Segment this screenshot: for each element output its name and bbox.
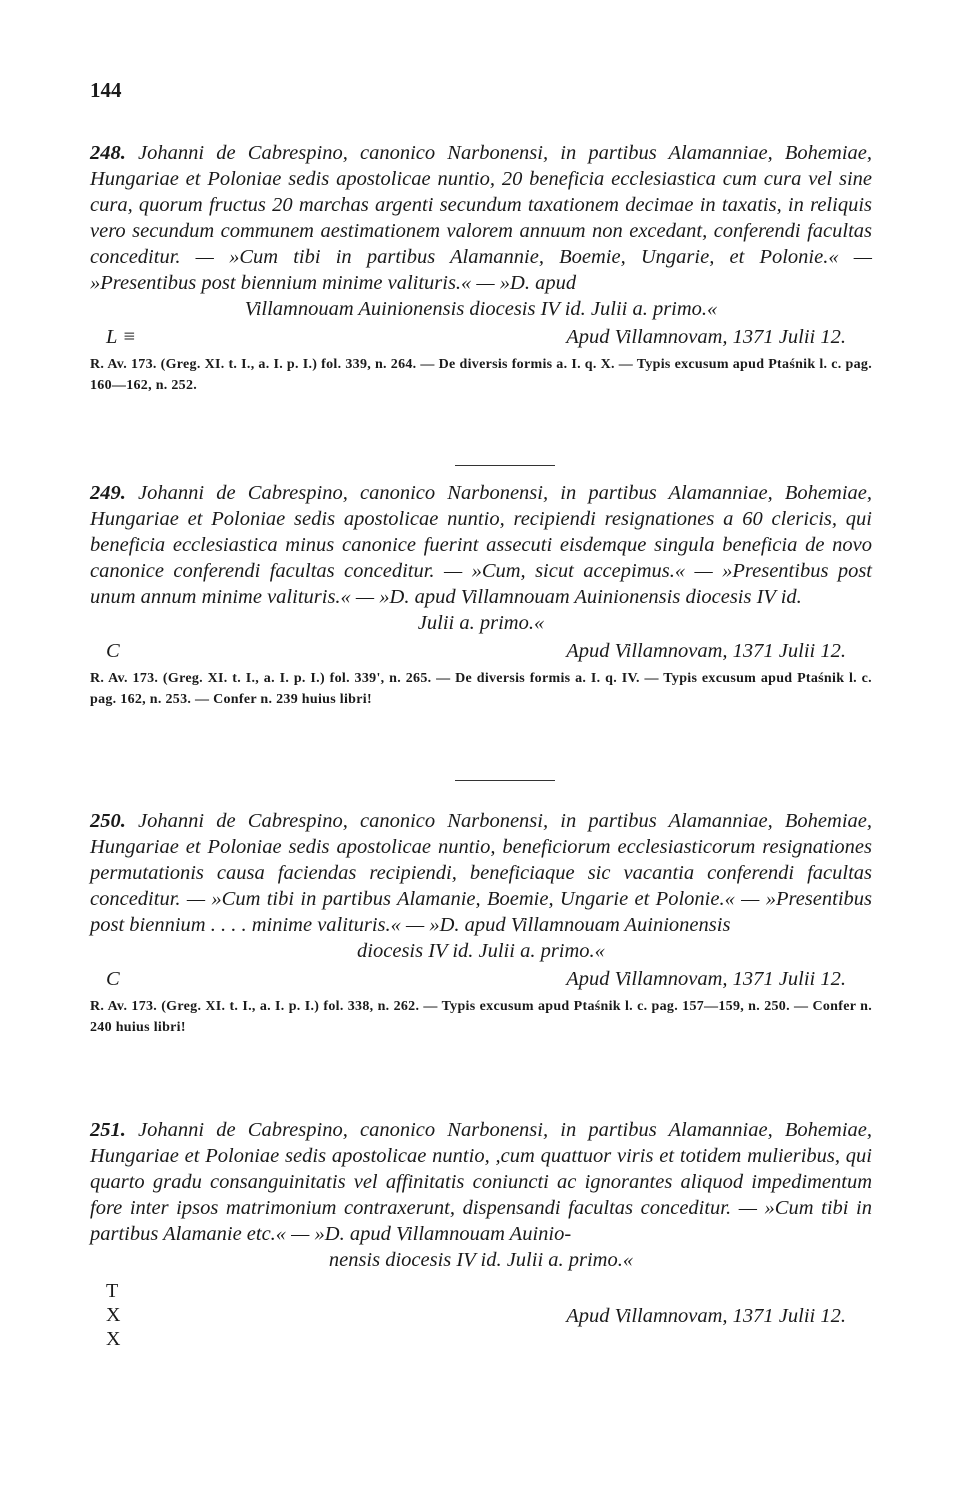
entry-date: Apud Villamnovam, 1371 Julii 12. [566,968,846,990]
register-mark: X [106,1304,121,1326]
date-row [90,1275,872,1359]
document-entry [90,808,872,1038]
entry-date: Apud Villamnovam, 1371 Julii 12. [566,640,846,662]
entry-center-line: diocesis IV id. Julii a. primo.« [357,940,605,962]
entry-text: Johanni de Cabrespino, canonico Narbonensi, in partibus Alamanniae, Bohemiae, Hungariae et Poloniae sedis apostolicae nuntio, beneficiorum ecclesiasticorum resignationes permutationis causa faciendas recipiendi, beneficiaque sic vacantia conferendi facultas conceditur. — »Cum tibi in partibus Alamanie, Boemie, Ungarie et Polonie.« — »Presentibus post biennium . . . . minime valituris.« — »D. apud Villamnouam Auinionensis [90,810,872,936]
document-entry [90,140,872,396]
date-row [90,324,872,350]
register-mark: L ≡ [106,326,136,348]
archival-reference: R. Av. 173. (Greg. XI. t. I., a. I. p. I.) fol. 339, n. 264. — De diversis formis a. I. q. X. — Typis excusum apud Ptaśnik l. c. pag. 160—162, n. 252. [90,357,872,393]
entry-center-line: nensis diocesis IV id. Julii a. primo.« [328,1249,634,1271]
entry-body [90,140,872,322]
entry-body [90,480,872,636]
entry-number: 250. [90,810,126,832]
register-mark: C [106,968,120,990]
archival-reference: R. Av. 173. (Greg. XI. t. I., a. I. p. I.) fol. 338, n. 262. — Typis excusum apud Ptaśnik l. c. pag. 157—159, n. 250. — Confer n. 240 huius libri! [90,999,872,1035]
entry-text: Johanni de Cabrespino, canonico Narbonensi, in partibus Alamanniae, Bohemiae, Hungariae et Poloniae sedis apostolicae nuntio, recipiendi resignationes a 60 clericis, qui beneficia ecclesiastica minus canonice fuerint assecuti eisdemque singula beneficia de novo canonice conferendi facultas conceditur. — »Cum, sicut accepimus.« — »Presentibus post unum annum minime valituris.« — »D. apud Villamnouam Auinionensis diocesis IV id. [90,482,872,608]
separator-rule [455,780,555,781]
register-mark: C [106,640,120,662]
separator-rule [455,465,555,466]
page-number: 144 [90,78,122,102]
entry-date: Apud Villamnovam, 1371 Julii 12. [566,1305,846,1327]
entry-center-line: Julii a. primo.« [417,612,545,634]
date-row [90,638,872,664]
entry-center-line: Villamnouam Auinionensis diocesis IV id. Julii a. primo.« [244,298,718,320]
date-row [90,966,872,992]
register-mark: T [106,1280,119,1302]
entry-number: 248. [90,142,126,164]
document-entry [90,1117,872,1359]
archival-reference: R. Av. 173. (Greg. XI. t. I., a. I. p. I.) fol. 339', n. 265. — De diversis formis a. I. q. IV. — Typis excusum apud Ptaśnik l. c. pag. 162, n. 253. — Confer n. 239 huius libri! [90,671,872,707]
entry-body [90,1117,872,1273]
entry-text: Johanni de Cabrespino, canonico Narbonensi, in partibus Alamanniae, Bohemiae, Hungariae et Poloniae sedis apostolicae nuntio, 20 beneficia ecclesiastica cum cura vel sine cura, quorum fructus 20 marchas argenti secundum taxationem decimae in taxatis, in reliquis vero secundum communem aestimationem valorem annuum non excedant, conferendi facultas conceditur. — »Cum tibi in partibus Alamannie, Boemie, Ungarie, et Polonie.« — »Presentibus post biennium minime valituris.« — »D. apud [90,142,872,294]
entry-date: Apud Villamnovam, 1371 Julii 12. [566,326,846,348]
entry-body [90,808,872,964]
register-mark: X [106,1328,121,1350]
register-marks [106,1279,120,1351]
document-entry [90,480,872,710]
entry-number: 251. [90,1119,126,1141]
entry-text: Johanni de Cabrespino, canonico Narbonensi, in partibus Alamanniae, Bohemiae, Hungariae et Poloniae sedis apostolicae nuntio, ,cum quattuor viris et totidem mulieribus, qui quarto gradu consanguinitatis vel affinitatis coniuncti ac ignorantes aliquod impedimentum fore inter ipsos matrimonium contraxerunt, dispensandi facultas conceditur. — »Cum tibi in partibus Alamanie etc.« — »D. apud Villamnouam Auinio- [90,1119,872,1245]
entry-number: 249. [90,482,126,504]
